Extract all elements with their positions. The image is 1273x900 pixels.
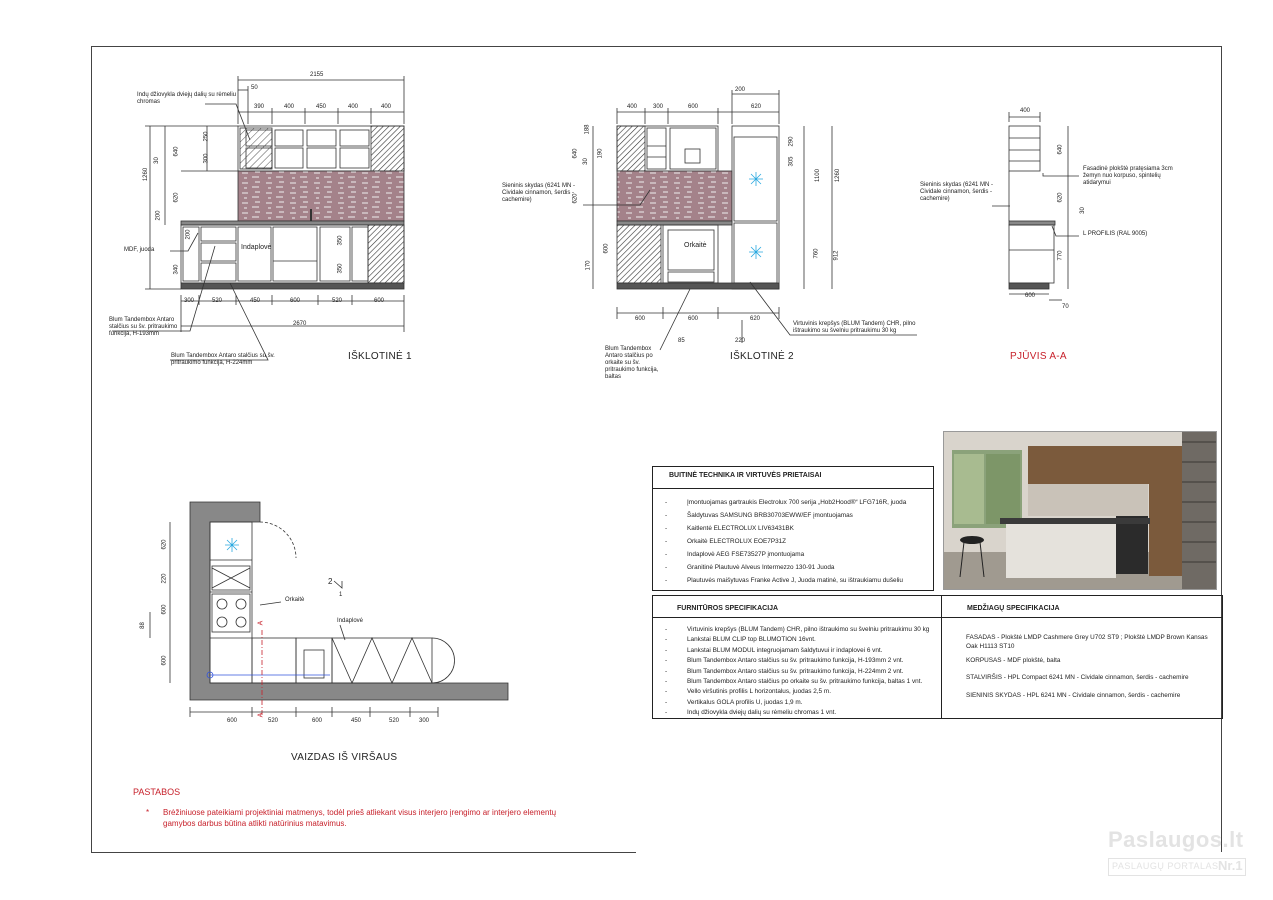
e1-label-dryer: Indų džiovykla dviejų dalių su rėmeliu chromas [137, 92, 237, 105]
appliance-item: - Kaitlentė ELECTROLUX LIV63431BK [665, 522, 933, 535]
hardware-item: - Virtuvinis krepšys (BLUM Tandem) CHR, pilno ištraukimo su švelniu pritraukimu 30 kg [665, 625, 929, 635]
e2-dim-85: 85 [678, 338, 685, 344]
tv-dim-b600a: 600 [227, 718, 238, 724]
s-dim-620: 620 [1057, 192, 1064, 203]
e1-dim-390: 390 [254, 104, 265, 110]
e1-dim-340: 340 [173, 264, 180, 275]
tv-dim-b450: 450 [351, 718, 362, 724]
elevation-2 [583, 90, 917, 350]
e1-title: IŠKLOTINĖ 1 [348, 351, 412, 362]
notes-bullet: * [146, 808, 150, 817]
e2-dim-b620: 620 [750, 316, 761, 322]
e1-dim-400c: 400 [381, 104, 392, 110]
material-item: FASADAS - Plokštė LMDP Cashmere Grey U702 ST9 ; Plokštė LMDP Brown Kansas Oak H1113 ST10 [966, 634, 1208, 650]
tv-dim-620: 620 [161, 539, 168, 550]
e2-dim-305: 305 [788, 156, 795, 167]
s-label-profile: L PROFILIS (RAL 9005) [1083, 231, 1148, 237]
e2-label-oven: Orkaitė [684, 242, 707, 249]
appliance-item: - Plautuvės maišytuvas Franke Active J, Juoda matinė, su ištraukiamu dušeliu [665, 574, 933, 587]
e1-dim-1260: 1260 [143, 167, 150, 182]
e2-dim-220: 220 [735, 338, 746, 344]
e1-dim-200b: 200 [185, 229, 192, 240]
tv-dim-b520a: 520 [268, 718, 279, 724]
hardware-item: - Blum Tandembox Antaro stalčius su šv. pritraukimo funkcija, H-193mm 2 vnt. [665, 656, 929, 666]
e2-label-panel: Sieninis skydas (6241 MN - Cividale cinnamon, šerdis - cachemire) [502, 183, 576, 203]
e2-dim-1260: 1260 [835, 168, 842, 183]
hardware-item: - Lankstai BLUM CLIP top BLUMOTION 16vnt. [665, 635, 929, 645]
e1-dim-640: 640 [173, 146, 180, 157]
material-item: SIENINIS SKYDAS - HPL 6241 MN - Cividale cinnamon, šerdis - cachemire [966, 692, 1181, 699]
e2-dim-b600a: 600 [635, 316, 646, 322]
e1-dim-total-bottom: 2670 [293, 321, 307, 327]
tv-section-mark-bottom: A [257, 712, 265, 718]
e1-dim-b300: 300 [184, 298, 195, 304]
top-view [150, 502, 508, 717]
e1-dim-350b: 350 [337, 263, 344, 274]
e2-label-blum-oven: Blum Tandembox Antaro stalčius po orkaite su šv. pritraukimo funkcija, baltas [605, 346, 659, 380]
e1-dim-b600a: 600 [290, 298, 301, 304]
e2-title: IŠKLOTINĖ 2 [730, 351, 794, 362]
hardware-item: - Indų džiovykla dviejų dalių su rėmeliu chromas 1 vnt. [665, 708, 929, 718]
hardware-item: - Vertikalus GOLA profilis U, juodas 1,9 m. [665, 698, 929, 708]
e1-dim-b520: 520 [212, 298, 223, 304]
tv-dim-b600b: 600 [312, 718, 323, 724]
watermark-logo [1108, 827, 1248, 879]
e2-label-basket: Virtuvinis krepšys (BLUM Tandem) CHR, pilno ištraukimo su švelniu pritraukimu 30 kg [793, 321, 916, 334]
e2-dim-600: 600 [688, 104, 699, 110]
e1-dim-620: 620 [173, 192, 180, 203]
e1-label-mdf: MDF, juoda [124, 247, 155, 253]
tv-dim-88: 88 [139, 622, 146, 629]
s-label-panel: Sieninis skydas (6241 MN - Cividale cinnamon, šerdis - cachemire) [920, 182, 994, 202]
e1-dim-b450: 450 [250, 298, 261, 304]
e1-dim-200a: 200 [155, 210, 162, 221]
s-dim-70: 70 [1062, 304, 1069, 310]
s-dim-640: 640 [1057, 144, 1064, 155]
e1-dim-30: 30 [153, 157, 160, 164]
e2-dim-b600b: 600 [688, 316, 699, 322]
tv-label-dishwasher: Indaplovė [337, 618, 364, 624]
hardware-item: - Blum Tandembox Antaro stalčius su šv. pritraukimo funkcija, H-224mm 2 vnt. [665, 667, 929, 677]
e2-dim-1100: 1100 [814, 169, 821, 182]
s-dim-30: 30 [1079, 207, 1086, 214]
appliance-item: - Orkaitė ELECTROLUX EOE7P31Z [665, 535, 933, 548]
e1-dim-400a: 400 [284, 104, 295, 110]
specs-table [652, 595, 1223, 719]
e2-dim-200: 200 [735, 87, 746, 93]
s-label-facade: Fasadinė plokštė pratęsiama 3cm žemyn nuo korpuso, spintelių atidarymui [1083, 166, 1173, 186]
s-dim-400: 400 [1020, 108, 1031, 114]
tv-title: VAIZDAS IŠ VIRŠAUS [291, 752, 398, 763]
section-a-a [992, 112, 1079, 300]
e1-dim-50: 50 [251, 85, 258, 91]
watermark-sub: PASLAUGŲ PORTALAS [1112, 861, 1219, 871]
materials-title: MEDŽIAGŲ SPECIFIKACIJA [967, 605, 1060, 612]
e1-dim-450: 450 [316, 104, 327, 110]
appliance-item: - Indaplovė AEG FSE73527P įmontuojama [665, 548, 933, 561]
e2-dim-188: 188 [584, 124, 591, 135]
e1-dim-300: 300 [203, 153, 210, 164]
tv-dim-600a: 600 [161, 604, 168, 615]
appliances-title: BUITINĖ TECHNIKA IR VIRTUVĖS PRIETAISAI [653, 467, 933, 489]
e2-dim-620: 620 [572, 193, 579, 204]
notes-text-line2: gamybos darbus būtina atlikti natūrinius matavimus. [163, 819, 347, 828]
e2-dim-640: 640 [572, 148, 579, 159]
e2-dim-300: 300 [653, 104, 664, 110]
e1-dim-350a: 350 [337, 235, 344, 246]
tv-label-oven: Orkaitė [285, 597, 305, 603]
appliance-item: - Įmontuojamas gartraukis Electrolux 700 serija „Hob2Hood®“ LFG716R, juoda [665, 496, 933, 509]
e2-dim-760: 760 [813, 248, 820, 259]
e1-label-blum193: Blum Tandembox Antaro stalčius su šv. pritraukimo funkcija, H-193mm [109, 317, 178, 337]
e1-dim-total-top: 2155 [310, 72, 324, 78]
material-item: KORPUSAS - MDF plokštė, balta [966, 657, 1061, 664]
tv-dim-b300: 300 [419, 718, 430, 724]
e1-label-blum224: Blum Tandembox Antaro stalčius su šv. pritraukimo funkcija, H-224mm [171, 353, 275, 366]
s-title: PJŪVIS A-A [1010, 351, 1067, 362]
tv-dim-220: 220 [161, 573, 168, 584]
e1-dim-400b: 400 [348, 104, 359, 110]
appliance-item: - Granitinė Plautuvė Alveus Intermezzo 130-91 Juoda [665, 561, 933, 574]
e2-dim-400: 400 [627, 104, 638, 110]
tv-marker-1: 1 [339, 592, 343, 598]
hardware-title: FURNITŪROS SPECIFIKACIJA [677, 605, 779, 612]
kitchen-render-image [943, 431, 1217, 590]
e2-dim-190: 190 [597, 148, 604, 159]
watermark-badge: Nr.1 [1218, 858, 1243, 873]
hardware-item: - Blum Tandembox Antaro stalčius po orkaite su šv. pritraukimo funkcija, baltas 1 vnt. [665, 677, 929, 687]
tv-dim-600b: 600 [161, 655, 168, 666]
notes-title: PASTABOS [133, 787, 181, 797]
e2-dim-170: 170 [585, 260, 592, 271]
e1-label-dishwasher: Indaplovė [241, 244, 272, 251]
tv-marker-2: 2 [328, 577, 333, 586]
watermark-brand: Paslaugos.lt [1108, 827, 1244, 852]
s-dim-600: 600 [1025, 293, 1036, 299]
tv-section-mark-top: A [257, 620, 265, 626]
e2-dim-912: 912 [833, 250, 840, 261]
e1-dim-b520b: 520 [332, 298, 343, 304]
notes [133, 787, 557, 828]
e2-dim-600-left: 600 [603, 243, 610, 254]
e1-dim-b600b: 600 [374, 298, 385, 304]
material-item: STALVIRŠIS - HPL Compact 6241 MN - Cividale cinnamon, šerdis - cachemire [966, 674, 1189, 681]
s-dim-770: 770 [1057, 250, 1064, 261]
e2-dim-30: 30 [582, 158, 589, 165]
e2-dim-290: 290 [788, 136, 795, 147]
notes-text-line1: Brėžiniuose pateikiami projektiniai matmenys, todėl prieš atliekant visus interjero įrengimo ar interjero elementų [163, 808, 557, 817]
appliance-item: - Šaldytuvas SAMSUNG BRB30703EWW/EF įmontuojamas [665, 509, 933, 522]
hardware-item: - Lankstai BLUM MODUL integruojamam šaldytuvui ir indaplovei 6 vnt. [665, 646, 929, 656]
e2-dim-620: 620 [751, 104, 762, 110]
e1-dim-250: 250 [203, 131, 210, 142]
appliances-table [652, 466, 934, 591]
hardware-item: - Vello viršutinis profilis L horizontalus, juodas 2,5 m. [665, 687, 929, 697]
tv-dim-b520b: 520 [389, 718, 400, 724]
